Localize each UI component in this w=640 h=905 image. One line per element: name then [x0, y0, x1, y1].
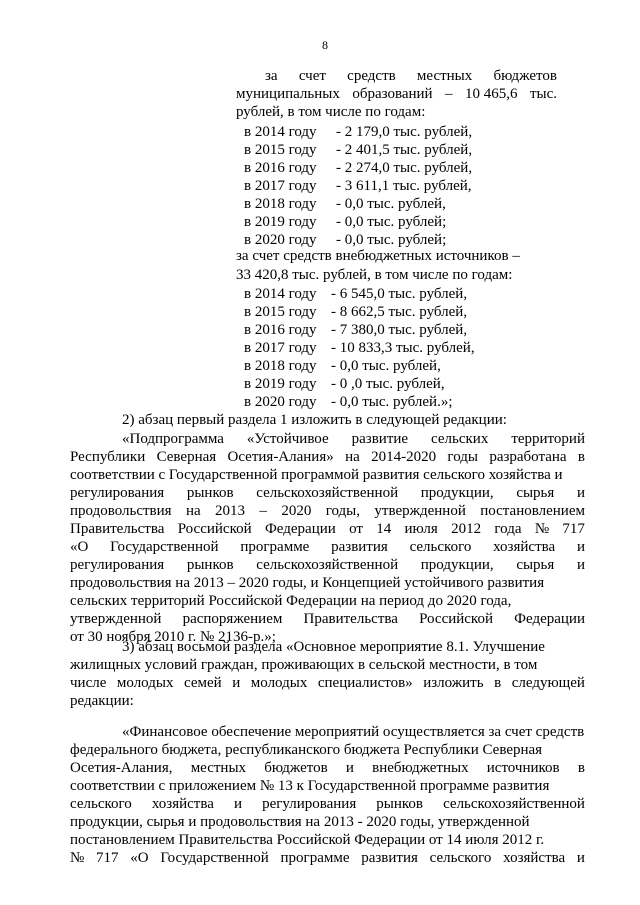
item2-line [70, 521, 585, 538]
extra-budget-year-row-year: в 2015 году [244, 304, 317, 320]
word: в [577, 449, 585, 465]
word: и [345, 760, 354, 776]
word: хозяйства [151, 796, 214, 812]
local-budget-year-row-year: в 2019 году [244, 214, 317, 230]
word: сельских территорий Российской Федерации на период до 2020 года, [70, 593, 512, 609]
item2-line [70, 593, 585, 610]
item2-line [70, 485, 585, 502]
extra-budget-line-1: за счет средств внебюджетных источников – [236, 248, 520, 264]
word: бюджетов [264, 760, 328, 776]
word: сырья [516, 557, 555, 573]
word: хозяйства [493, 539, 556, 555]
word: соответствии с приложением № 13 к Государственной программе развития [70, 778, 550, 794]
local-budget-line-2 [236, 86, 557, 103]
item4-line [70, 760, 585, 777]
item3-last-line: редакции: [70, 693, 134, 709]
word: Правительства [303, 611, 398, 627]
word: регулирования [70, 485, 165, 501]
word: регулирования [262, 796, 357, 812]
word: продукции, [420, 557, 494, 573]
extra-budget-year-row-year: в 2020 году [244, 394, 317, 410]
word: «О [70, 539, 89, 555]
item2-line [70, 467, 585, 484]
word: семей [184, 675, 222, 691]
word: развития [331, 539, 388, 555]
word: и [576, 850, 585, 866]
word: распоряжением [182, 611, 283, 627]
word: в [494, 675, 502, 691]
extra-budget-line-2: 33 420,8 тыс. рублей, в том числе по годам: [236, 267, 513, 283]
extra-budget-year-row-amount: - 8 662,5 тыс. рублей, [331, 304, 468, 320]
word: Государственной [110, 539, 219, 555]
word: средств [347, 68, 396, 84]
word: Государственной [160, 850, 269, 866]
word: программе [240, 539, 310, 555]
word: бюджетов [493, 68, 557, 84]
local-budget-year-row-amount: - 2 179,0 тыс. рублей, [336, 124, 473, 140]
item2-line [70, 449, 585, 466]
word: жилищных условий граждан, проживающих в сельской местности, в том [70, 657, 538, 673]
word: продукции, [420, 485, 494, 501]
word: Республики [70, 449, 146, 465]
word: регулирования [70, 557, 165, 573]
word: муниципальных [236, 86, 340, 102]
item2-line [70, 539, 585, 556]
extra-budget-year-row-year: в 2014 году [244, 286, 317, 302]
word: на [185, 503, 201, 519]
word: Федерации [264, 521, 336, 537]
item4-line [70, 742, 585, 759]
extra-budget-year-row-year: в 2018 году [244, 358, 317, 374]
item4-line [70, 796, 585, 813]
local-budget-year-row-amount: - 0,0 тыс. рублей, [336, 196, 446, 212]
item3-line [70, 675, 585, 692]
word: сельского [409, 539, 472, 555]
word: Осетия-Алания, [70, 760, 173, 776]
word: «Финансовое обеспечение мероприятий осуществляется за счет средств [122, 724, 585, 740]
word: годы [447, 449, 478, 465]
local-budget-year-row-amount: - 0,0 тыс. рублей; [336, 232, 447, 248]
word: и [576, 485, 585, 501]
word: территорий [511, 431, 585, 447]
word: хозяйства [503, 850, 566, 866]
word: рынков [376, 796, 424, 812]
word: сельскохозяйственной [443, 796, 585, 812]
item4-line [122, 724, 585, 741]
local-budget-year-row-year: в 2016 году [244, 160, 317, 176]
word: сельского [429, 850, 492, 866]
extra-budget-year-row-amount: - 0 ,0 тыс. рублей, [331, 376, 445, 392]
local-budget-year-row-amount: - 3 611,1 тыс. рублей, [336, 178, 472, 194]
word: июля [404, 521, 438, 537]
word: местных [190, 760, 247, 776]
extra-budget-year-row-year: в 2016 году [244, 322, 317, 338]
word: от [349, 521, 363, 537]
word: 2013 [215, 503, 246, 519]
word: и [576, 539, 585, 555]
word: № [534, 521, 550, 537]
word: 2020 [281, 503, 312, 519]
word: молодых [250, 675, 308, 691]
extra-budget-year-row-year: в 2019 году [244, 376, 317, 392]
item2-line [70, 575, 585, 592]
word: федерального бюджета, республиканского бюджета Республики Северная [70, 742, 543, 758]
extra-budget-year-row-amount: - 0,0 тыс. рублей, [331, 358, 441, 374]
word: за [265, 68, 278, 84]
extra-budget-year-row-amount: - 0,0 тыс. рублей.»; [331, 394, 453, 410]
word: развитие [351, 431, 409, 447]
word: Федерации [514, 611, 585, 627]
word: образований [352, 86, 433, 102]
word: продовольствия на 2013 – 2020 годы, и Концепцией устойчивого развития [70, 575, 545, 591]
item4-line [70, 814, 585, 831]
local-budget-line-1 [265, 68, 557, 85]
word: и [233, 796, 242, 812]
word: «Устойчивое [246, 431, 329, 447]
word: 14 [376, 521, 392, 537]
word: следующей [511, 675, 585, 691]
local-budget-year-row-year: в 2015 году [244, 142, 317, 158]
word: числе [70, 675, 107, 691]
word: «Подпрограмма [122, 431, 224, 447]
local-budget-year-row-amount: - 0,0 тыс. рублей; [336, 214, 447, 230]
word: местных [416, 68, 473, 84]
word: постановлением Правительства Российской Федерации от 14 июля 2012 г. [70, 832, 545, 848]
word: «О [130, 850, 149, 866]
word: на [345, 449, 360, 465]
word: и [232, 675, 241, 691]
item2-last-line: от 30 ноября 2010 г. № 2136-р.»; [70, 629, 276, 645]
extra-budget-year-row-year: в 2017 году [244, 340, 317, 356]
item2-heading: 2) абзац первый раздела 1 изложить в следующей редакции: [122, 412, 507, 428]
local-budget-year-row-year: в 2020 году [244, 232, 317, 248]
word: сельскохозяйственной [256, 557, 399, 573]
local-budget-year-row-year: в 2018 году [244, 196, 317, 212]
extra-budget-year-row-amount: - 7 380,0 тыс. рублей, [331, 322, 468, 338]
page-number: 8 [322, 38, 328, 52]
word: рынков [186, 485, 234, 501]
word: сельских [431, 431, 489, 447]
word: специалистов» [317, 675, 413, 691]
word: внебюджетных [372, 760, 469, 776]
extra-budget-year-row-amount: - 10 833,3 тыс. рублей, [331, 340, 475, 356]
item2-line [70, 611, 585, 628]
word: Российской [177, 521, 252, 537]
word: тыс. [529, 86, 557, 102]
word: источников [486, 760, 560, 776]
word: Правительства [70, 521, 165, 537]
word: года [494, 521, 522, 537]
item3-line [70, 657, 585, 674]
word: 10 465,6 [464, 86, 518, 102]
word: № [70, 850, 85, 866]
word: сельского [70, 796, 132, 812]
word: в [577, 760, 585, 776]
local-budget-year-row-amount: - 2 274,0 тыс. рублей, [336, 160, 473, 176]
word: – [259, 503, 267, 519]
word: соответствии с Государственной программой развития сельского хозяйства и [70, 467, 563, 483]
word: развития [361, 850, 418, 866]
word: продовольствия [70, 503, 172, 519]
word: 2012 [451, 521, 482, 537]
local-budget-year-row-year: в 2014 году [244, 124, 317, 140]
word: разработана [489, 449, 567, 465]
item3-line [122, 639, 585, 656]
word: счет [298, 68, 326, 84]
local-budget-line-3: рублей, в том числе по годам: [236, 104, 426, 120]
word: 717 [562, 521, 585, 537]
word: Российской [419, 611, 493, 627]
word: молодых [116, 675, 174, 691]
local-budget-year-row-year: в 2017 году [244, 178, 317, 194]
word: постановлением [480, 503, 585, 519]
word: утвержденной [374, 503, 466, 519]
word: сельскохозяйственной [256, 485, 399, 501]
word: утвержденной [70, 611, 162, 627]
word: программе [280, 850, 350, 866]
local-budget-year-row-amount: - 2 401,5 тыс. рублей, [336, 142, 473, 158]
word: и [576, 557, 585, 573]
word: рынков [186, 557, 234, 573]
item2-line [122, 431, 585, 448]
word: 2014-2020 [371, 449, 437, 465]
word: 717 [96, 850, 119, 866]
word: продукции, сырья и продовольствия на 2013 - 2020 годы, утвержденной [70, 814, 530, 830]
word: 3) абзац восьмой раздела «Основное мероприятие 8.1. Улучшение [122, 639, 545, 655]
item4-line [70, 832, 585, 849]
item4-line [70, 778, 585, 795]
word: сырья [516, 485, 555, 501]
item4-line [70, 850, 585, 867]
word: изложить [423, 675, 484, 691]
word: годы, [325, 503, 361, 519]
word: – [445, 86, 453, 102]
word: Северная [156, 449, 217, 465]
item2-line [70, 503, 585, 520]
extra-budget-year-row-amount: - 6 545,0 тыс. рублей, [331, 286, 468, 302]
item2-line [70, 557, 585, 574]
word: Осетия-Алания» [227, 449, 334, 465]
